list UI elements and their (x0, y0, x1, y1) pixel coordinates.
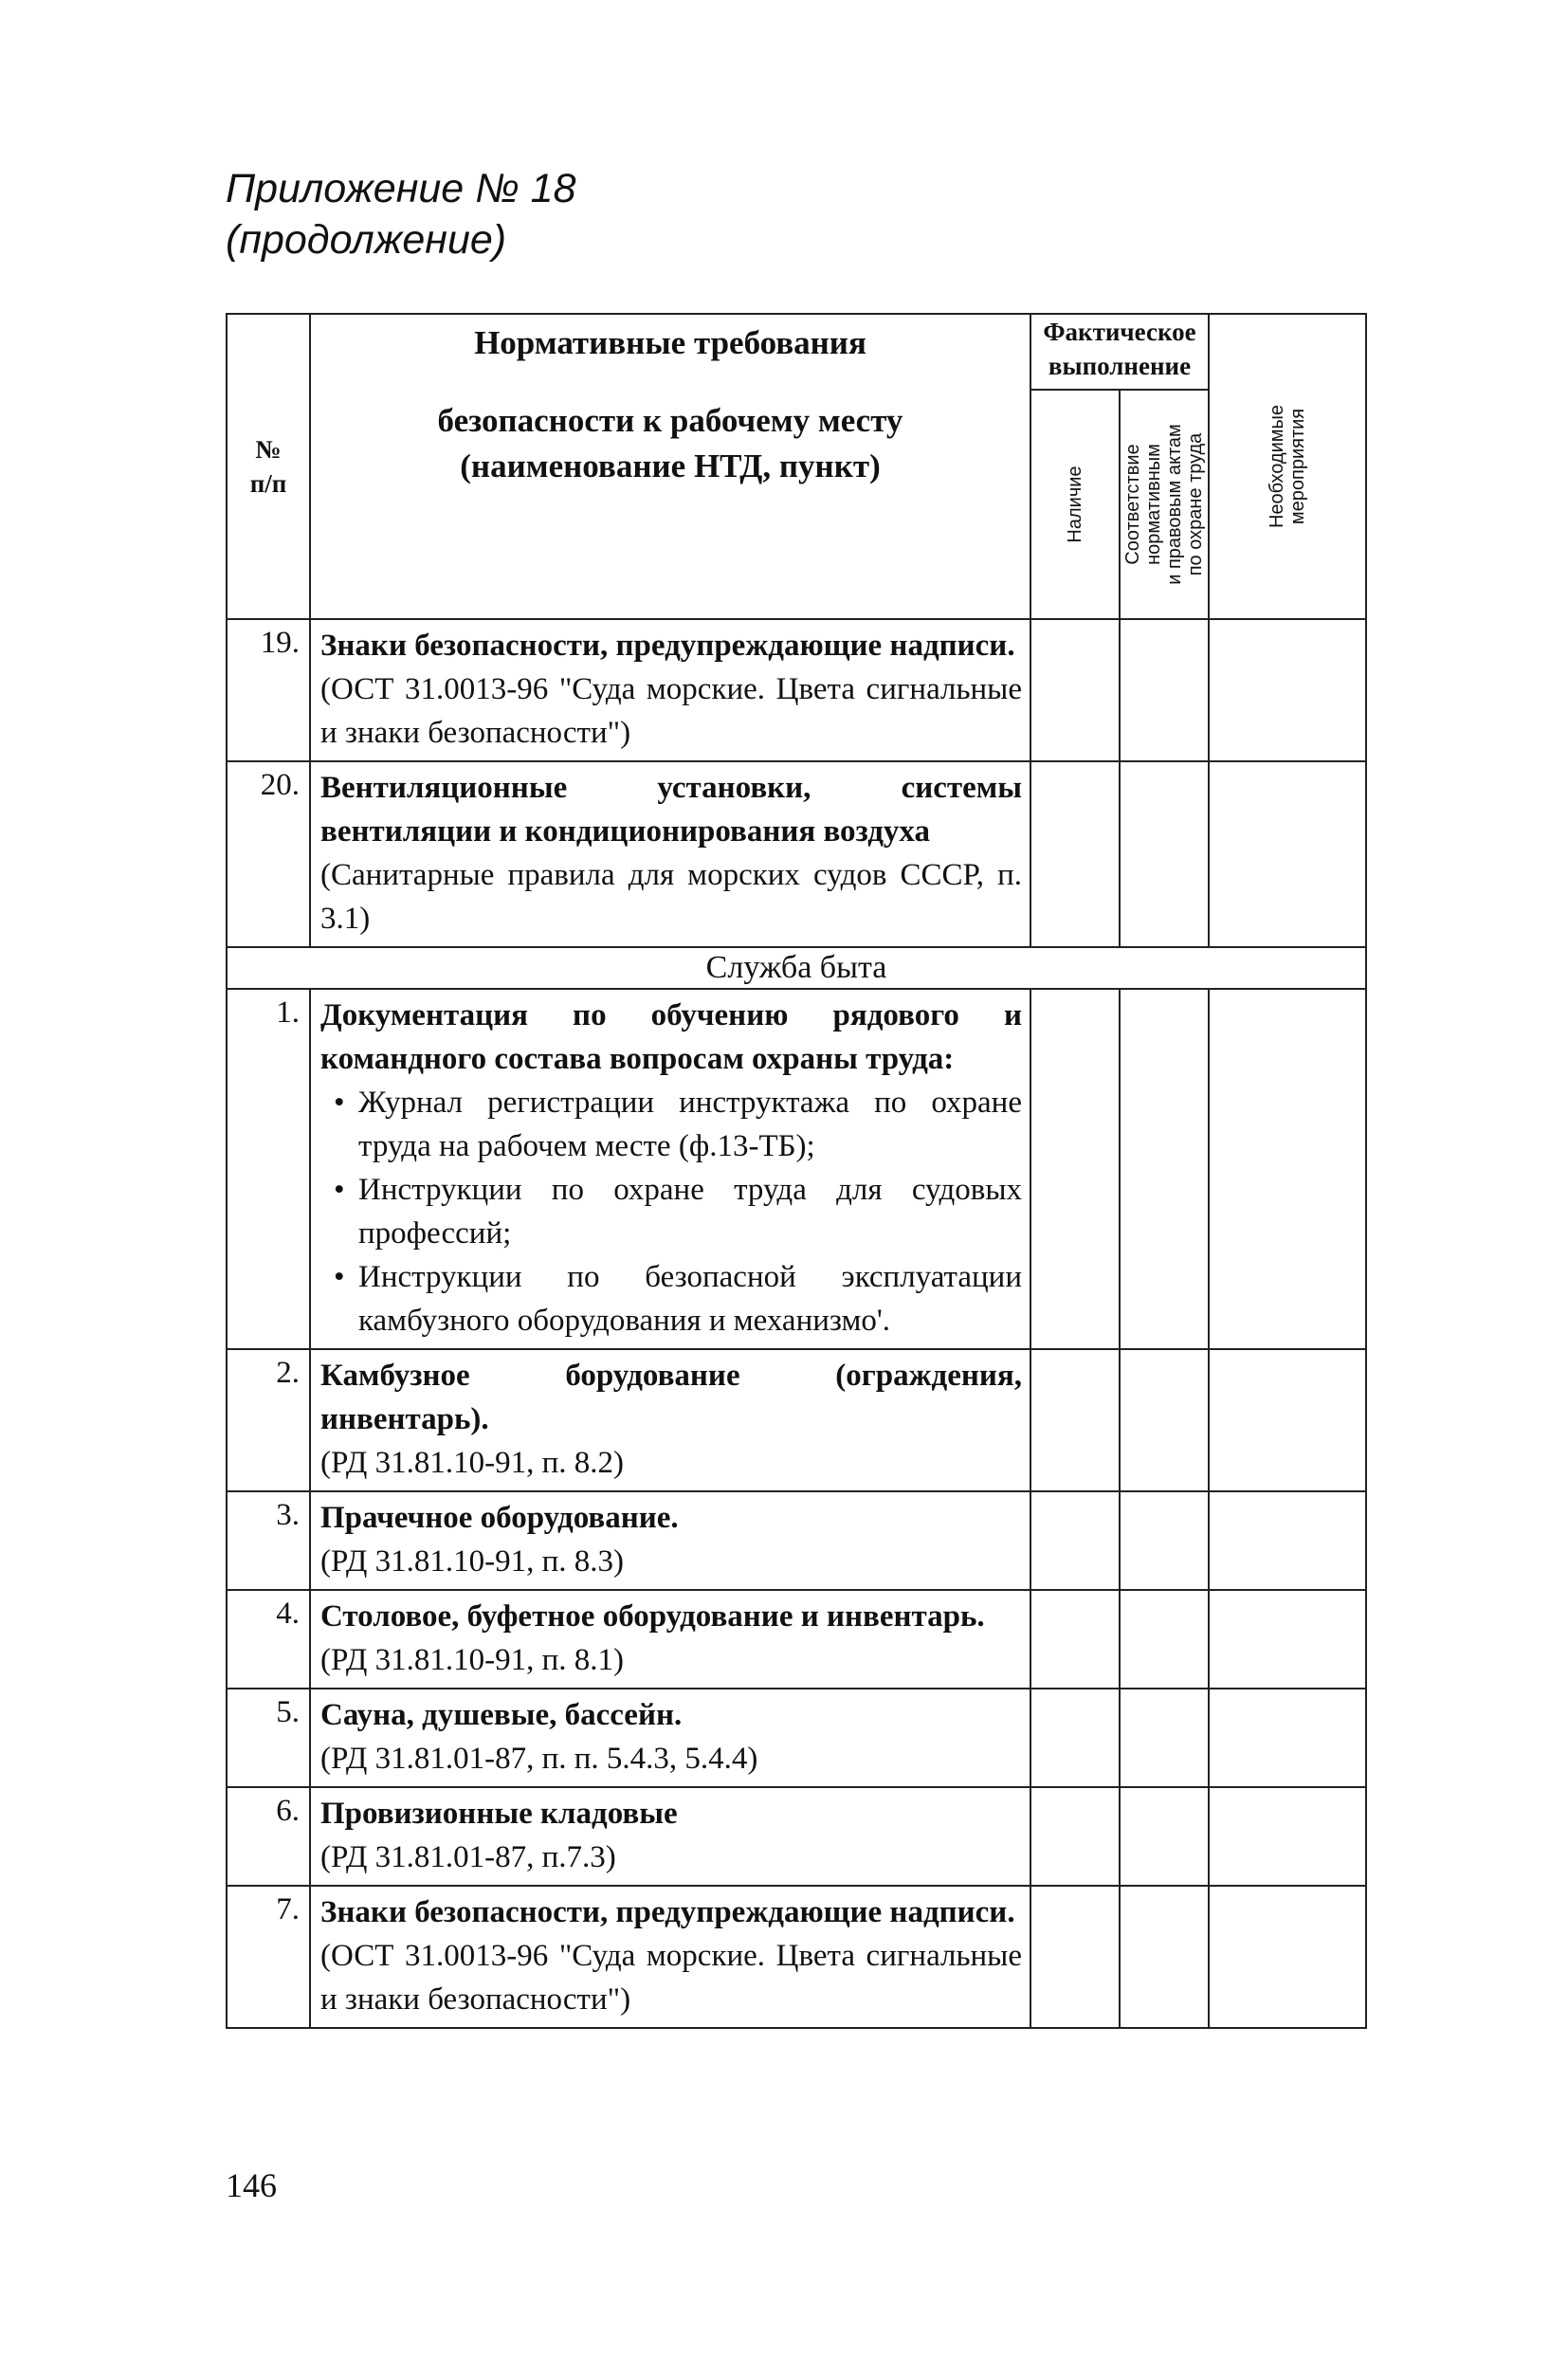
table-row (227, 1590, 1366, 1689)
col-number-header (227, 314, 310, 619)
col-presence-header (1030, 390, 1120, 619)
cell-compliance[interactable] (1120, 1787, 1209, 1886)
row-number: 20. (227, 761, 310, 947)
cell-presence[interactable] (1030, 989, 1120, 1349)
table-row (227, 1349, 1366, 1491)
row-requirement (310, 1689, 1030, 1787)
cell-measures[interactable] (1209, 989, 1366, 1349)
col-number-sublabel: п/п (249, 469, 287, 498)
bullet-list (320, 1081, 1022, 1342)
table-row (227, 1787, 1366, 1886)
cell-compliance[interactable] (1120, 1689, 1209, 1787)
col-fact-header: Фактическое выполнение (1030, 314, 1209, 390)
col-compliance-label-2: нормативным (1143, 444, 1164, 565)
row-number: 7. (227, 1886, 310, 2028)
table-row (227, 761, 1366, 947)
col-requirements-title: Нормативные требования (474, 324, 866, 361)
list-item: • Инструкции по безопасной эксплуатации камбузного оборудования и механизмо'. (341, 1255, 1022, 1342)
col-presence-label: Наличие (1065, 466, 1085, 543)
row-reference: (РД 31.81.10-91, п. 8.2) (320, 1446, 625, 1480)
col-requirements-header (310, 314, 1030, 619)
cell-compliance[interactable] (1120, 1590, 1209, 1689)
row-number: 19. (227, 619, 310, 761)
section-title: Служба быта (227, 947, 1366, 989)
row-reference: (РД 31.81.10-91, п. 8.1) (320, 1643, 625, 1677)
row-title: Провизионные кладовые (320, 1797, 678, 1831)
page-number: 146 (226, 2166, 277, 2204)
row-reference: (Санитарные правила для морских судов СССР, п. 3.1) (320, 858, 1022, 936)
row-number: 1. (227, 989, 310, 1349)
row-requirement (310, 1590, 1030, 1689)
row-reference: (РД 31.81.01-87, п. п. 5.4.3, 5.4.4) (320, 1742, 758, 1776)
row-reference: (РД 31.81.10-91, п. 8.3) (320, 1544, 625, 1579)
row-number: 5. (227, 1689, 310, 1787)
row-number: 4. (227, 1590, 310, 1689)
cell-presence[interactable] (1030, 1349, 1120, 1491)
row-requirement (310, 619, 1030, 761)
row-reference: (РД 31.81.01-87, п.7.3) (320, 1840, 616, 1874)
cell-presence[interactable] (1030, 619, 1120, 761)
row-requirement (310, 1349, 1030, 1491)
col-requirements-note: (наименование НТД, пункт) (460, 447, 881, 484)
table-row (227, 1689, 1366, 1787)
cell-measures[interactable] (1209, 1787, 1366, 1886)
cell-measures[interactable] (1209, 1349, 1366, 1491)
row-requirement (310, 1787, 1030, 1886)
table-row (227, 1491, 1366, 1590)
cell-presence[interactable] (1030, 1886, 1120, 2028)
appendix-title: Приложение № 18 (226, 166, 576, 211)
cell-compliance[interactable] (1120, 989, 1209, 1349)
col-compliance-label-3: и правовым актам (1164, 424, 1185, 585)
table-row (227, 1886, 1366, 2028)
row-requirement (310, 761, 1030, 947)
cell-measures[interactable] (1209, 1886, 1366, 2028)
row-requirement (310, 1886, 1030, 2028)
table-header-row (227, 314, 1366, 390)
row-number: 3. (227, 1491, 310, 1590)
col-requirements-subtitle: безопасности к рабочему месту (437, 402, 903, 439)
cell-presence[interactable] (1030, 1689, 1120, 1787)
cell-measures[interactable] (1209, 761, 1366, 947)
table-row (227, 989, 1366, 1349)
row-title: Знаки безопасности, предупреждающие надписи. (320, 629, 1015, 663)
cell-measures[interactable] (1209, 619, 1366, 761)
cell-presence[interactable] (1030, 1787, 1120, 1886)
row-requirement (310, 1491, 1030, 1590)
col-measures-label-2: мероприятия (1287, 408, 1308, 525)
cell-presence[interactable] (1030, 761, 1120, 947)
list-item: • Журнал регистрации инструктажа по охране труда на рабочем месте (ф.13-ТБ); (341, 1081, 1022, 1168)
row-title: Знаки безопасности, предупреждающие надписи. (320, 1895, 1015, 1929)
row-title: Столовое, буфетное оборудование и инвентарь. (320, 1599, 985, 1634)
table-row (227, 619, 1366, 761)
row-reference: (ОСТ 31.0013-96 "Суда морские. Цвета сигнальные и знаки безопасности") (320, 672, 1022, 750)
col-compliance-label-1: Соответствие (1122, 444, 1143, 565)
col-measures-label: Необходимые (1267, 404, 1287, 529)
col-compliance-label-4: по охране труда (1185, 432, 1206, 576)
row-title: Прачечное оборудование. (320, 1501, 679, 1535)
row-title: Сауна, душевые, бассейн. (320, 1698, 683, 1732)
cell-compliance[interactable] (1120, 1491, 1209, 1590)
cell-measures[interactable] (1209, 1689, 1366, 1787)
list-item: • Инструкции по охране труда для судовых профессий; (341, 1168, 1022, 1255)
appendix-heading (226, 163, 576, 265)
cell-presence[interactable] (1030, 1491, 1120, 1590)
row-reference: (ОСТ 31.0013-96 "Суда морские. Цвета сигнальные и знаки безопасности") (320, 1939, 1022, 2017)
cell-measures[interactable] (1209, 1491, 1366, 1590)
cell-compliance[interactable] (1120, 1886, 1209, 2028)
cell-presence[interactable] (1030, 1590, 1120, 1689)
cell-compliance[interactable] (1120, 1349, 1209, 1491)
appendix-continuation: (продолжение) (226, 217, 507, 263)
row-requirement (310, 989, 1030, 1349)
row-title: Вентиляционные установки, системы вентиляции и кондиционирования воздуха (320, 771, 1022, 849)
col-number-label: № (255, 435, 282, 464)
row-number: 6. (227, 1787, 310, 1886)
cell-compliance[interactable] (1120, 761, 1209, 947)
section-row (227, 947, 1366, 989)
row-title: Камбузное борудование (ограждения, инвентарь). (320, 1359, 1022, 1436)
cell-compliance[interactable] (1120, 619, 1209, 761)
row-title: Документация по обучению рядового и командного состава вопросам охраны труда: (320, 998, 1022, 1076)
cell-measures[interactable] (1209, 1590, 1366, 1689)
row-number: 2. (227, 1349, 310, 1491)
col-measures-header (1209, 314, 1366, 619)
col-compliance-header (1120, 390, 1209, 619)
requirements-table (226, 313, 1367, 2029)
